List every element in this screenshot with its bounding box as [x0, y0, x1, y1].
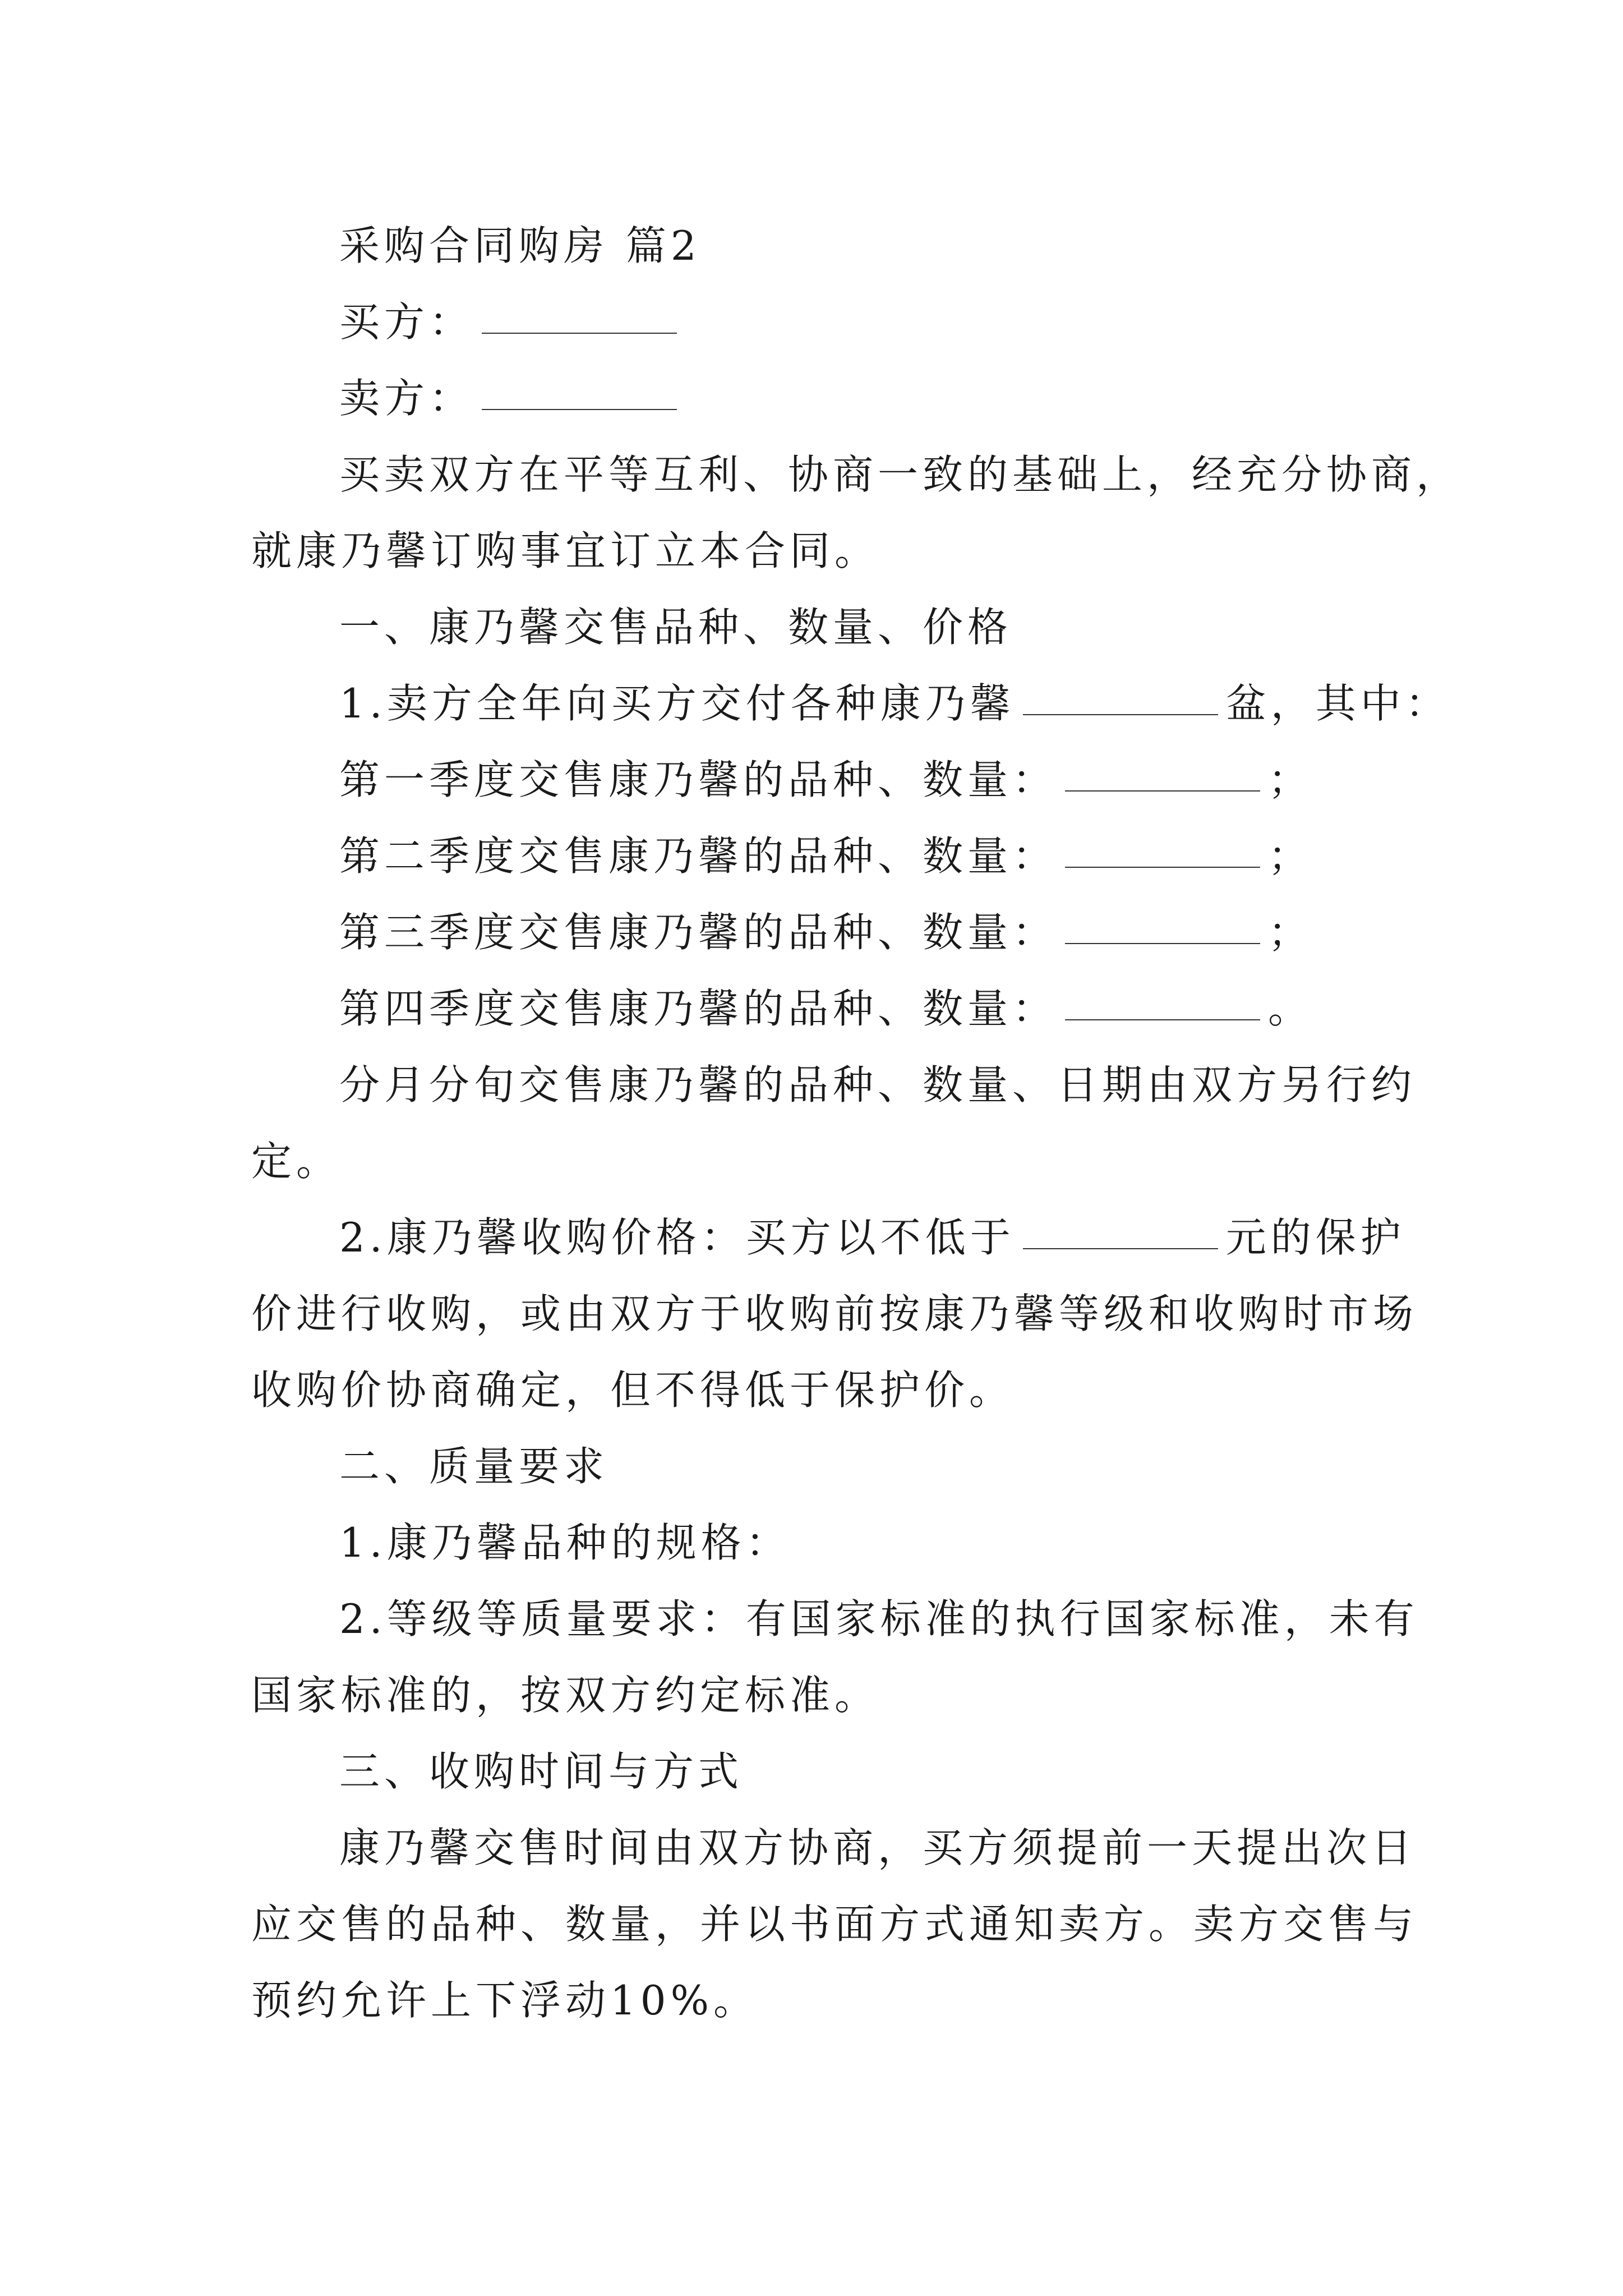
intro-line-1: 买卖双方在平等互利、协商一致的基础上，经充分协商， [339, 451, 1461, 498]
section-2-heading: 二、质量要求 [339, 1443, 609, 1490]
buyer-line: 买方： [339, 302, 685, 342]
intro-line-2: 就康乃馨订购事宜订立本合同。 [251, 527, 880, 574]
quarter-1-line: 第一季度交售康乃馨的品种、数量： ； [339, 756, 1313, 803]
quarter-4-blank [1065, 1018, 1260, 1020]
section-1-item-2: 2.康乃馨收购价格：买方以不低于 元的保护 [339, 1214, 1405, 1261]
quarter-1-blank [1065, 789, 1260, 792]
section-3-paragraph-line-3: 预约允许上下浮动10%。 [251, 1977, 759, 2024]
section-1-item-2-line-3: 收购价协商确定，但不得低于保护价。 [251, 1366, 1015, 1414]
quarter-2-line: 第二季度交售康乃馨的品种、数量： ； [339, 832, 1313, 880]
section-3-paragraph-line-2: 应交售的品种、数量，并以书面方式通知卖方。卖方交售与 [251, 1901, 1418, 1948]
monthly-line-2: 定。 [251, 1138, 342, 1185]
section-3-heading: 三、收购时间与方式 [339, 1748, 744, 1795]
monthly-line-1: 分月分旬交售康乃馨的品种、数量、日期由双方另行约 [339, 1061, 1417, 1108]
quarter-3-line: 第三季度交售康乃馨的品种、数量： ； [339, 909, 1313, 956]
section-3-paragraph-line-1: 康乃馨交售时间由双方协商，买方须提前一天提出次日 [339, 1824, 1417, 1871]
quarter-4-line: 第四季度交售康乃馨的品种、数量： 。 [339, 985, 1313, 1032]
total-quantity-blank [1023, 713, 1218, 715]
section-1-item-2-line-2: 价进行收购，或由双方于收购前按康乃馨等级和收购时市场 [251, 1290, 1418, 1337]
section-2-item-1: 1.康乃馨品种的规格： [339, 1519, 791, 1566]
protection-price-blank [1023, 1247, 1218, 1249]
section-1-item-1: 1.卖方全年向买方交付各种康乃馨 盆，其中： [339, 680, 1450, 727]
quarter-2-blank [1065, 866, 1260, 868]
buyer-blank [482, 332, 677, 334]
seller-line: 卖方： [339, 378, 685, 418]
doc-title: 采购合同购房 篇2 [339, 222, 701, 269]
section-2-item-2: 2.等级等质量要求：有国家标准的执行国家标准，未有 [339, 1595, 1419, 1642]
quarter-3-blank [1065, 942, 1260, 944]
section-1-heading: 一、康乃馨交售品种、数量、价格 [339, 604, 1013, 651]
section-2-item-2-line-2: 国家标准的，按双方约定标准。 [251, 1672, 880, 1719]
seller-blank [482, 408, 677, 410]
